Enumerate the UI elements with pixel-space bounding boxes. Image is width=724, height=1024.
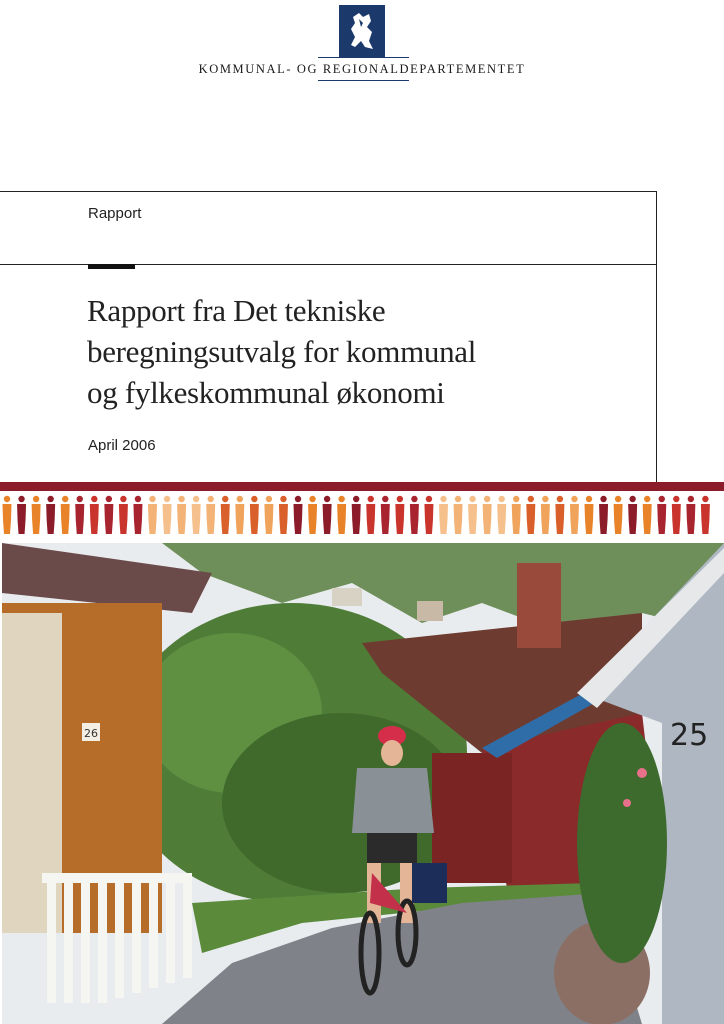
person-silhouette	[75, 496, 84, 534]
person-silhouette	[221, 496, 230, 534]
logo-rule-top	[318, 57, 409, 58]
person-silhouette	[352, 496, 361, 534]
person-silhouette	[90, 496, 99, 534]
person-silhouette	[104, 496, 113, 534]
person-silhouette	[410, 496, 419, 534]
person-silhouette	[133, 496, 142, 534]
person-silhouette	[468, 496, 477, 534]
person-silhouette	[308, 496, 317, 534]
person-silhouette	[643, 496, 652, 534]
frame-right-rule	[656, 191, 657, 482]
person-silhouette	[541, 496, 550, 534]
cover-photo	[2, 543, 724, 1024]
person-silhouette	[264, 496, 273, 534]
person-silhouette	[250, 496, 259, 534]
house-number: 25	[670, 718, 709, 753]
decorative-band	[0, 482, 724, 491]
person-silhouette	[192, 496, 201, 534]
person-silhouette	[381, 496, 390, 534]
document-type-label: Rapport	[88, 205, 142, 222]
norwegian-lion-crest-icon	[339, 5, 385, 57]
person-silhouette	[163, 496, 172, 534]
person-silhouette	[614, 496, 623, 534]
person-silhouette	[294, 496, 303, 534]
person-silhouette	[235, 496, 244, 534]
ministry-name: KOMMUNAL- OG REGIONALDEPARTEMENTET	[198, 62, 526, 76]
people-silhouettes-row	[0, 494, 724, 538]
person-silhouette	[424, 496, 433, 534]
person-silhouette	[279, 496, 288, 534]
person-silhouette	[148, 496, 157, 534]
person-silhouette	[206, 496, 215, 534]
person-silhouette	[657, 496, 666, 534]
title-accent-bar	[88, 264, 135, 269]
person-silhouette	[439, 496, 448, 534]
person-silhouette	[17, 496, 26, 534]
person-silhouette	[672, 496, 681, 534]
title-line-1: Rapport fra Det tekniske	[87, 293, 386, 328]
person-silhouette	[454, 496, 463, 534]
person-silhouette	[323, 496, 332, 534]
person-silhouette	[599, 496, 608, 534]
person-silhouette	[555, 496, 564, 534]
title-line-2: beregningsutvalg for kommunal	[87, 334, 477, 369]
person-silhouette	[628, 496, 637, 534]
person-silhouette	[497, 496, 506, 534]
title-line-3: og fylkeskommunal økonomi	[87, 375, 445, 410]
document-title	[87, 290, 647, 413]
publication-date: April 2006	[88, 437, 156, 454]
person-silhouette	[46, 496, 55, 534]
person-silhouette	[483, 496, 492, 534]
person-silhouette	[570, 496, 579, 534]
person-silhouette	[119, 496, 128, 534]
person-silhouette	[585, 496, 594, 534]
frame-top-rule	[0, 191, 657, 192]
person-silhouette	[526, 496, 535, 534]
logo-rule-bottom	[318, 80, 409, 81]
person-silhouette	[177, 496, 186, 534]
person-silhouette	[32, 496, 41, 534]
person-silhouette	[686, 496, 695, 534]
person-silhouette	[366, 496, 375, 534]
person-silhouette	[701, 496, 710, 534]
person-silhouette	[337, 496, 346, 534]
sign-number: 26	[84, 727, 98, 740]
person-silhouette	[61, 496, 70, 534]
person-silhouette	[512, 496, 521, 534]
person-silhouette	[395, 496, 404, 534]
person-silhouette	[3, 496, 12, 534]
